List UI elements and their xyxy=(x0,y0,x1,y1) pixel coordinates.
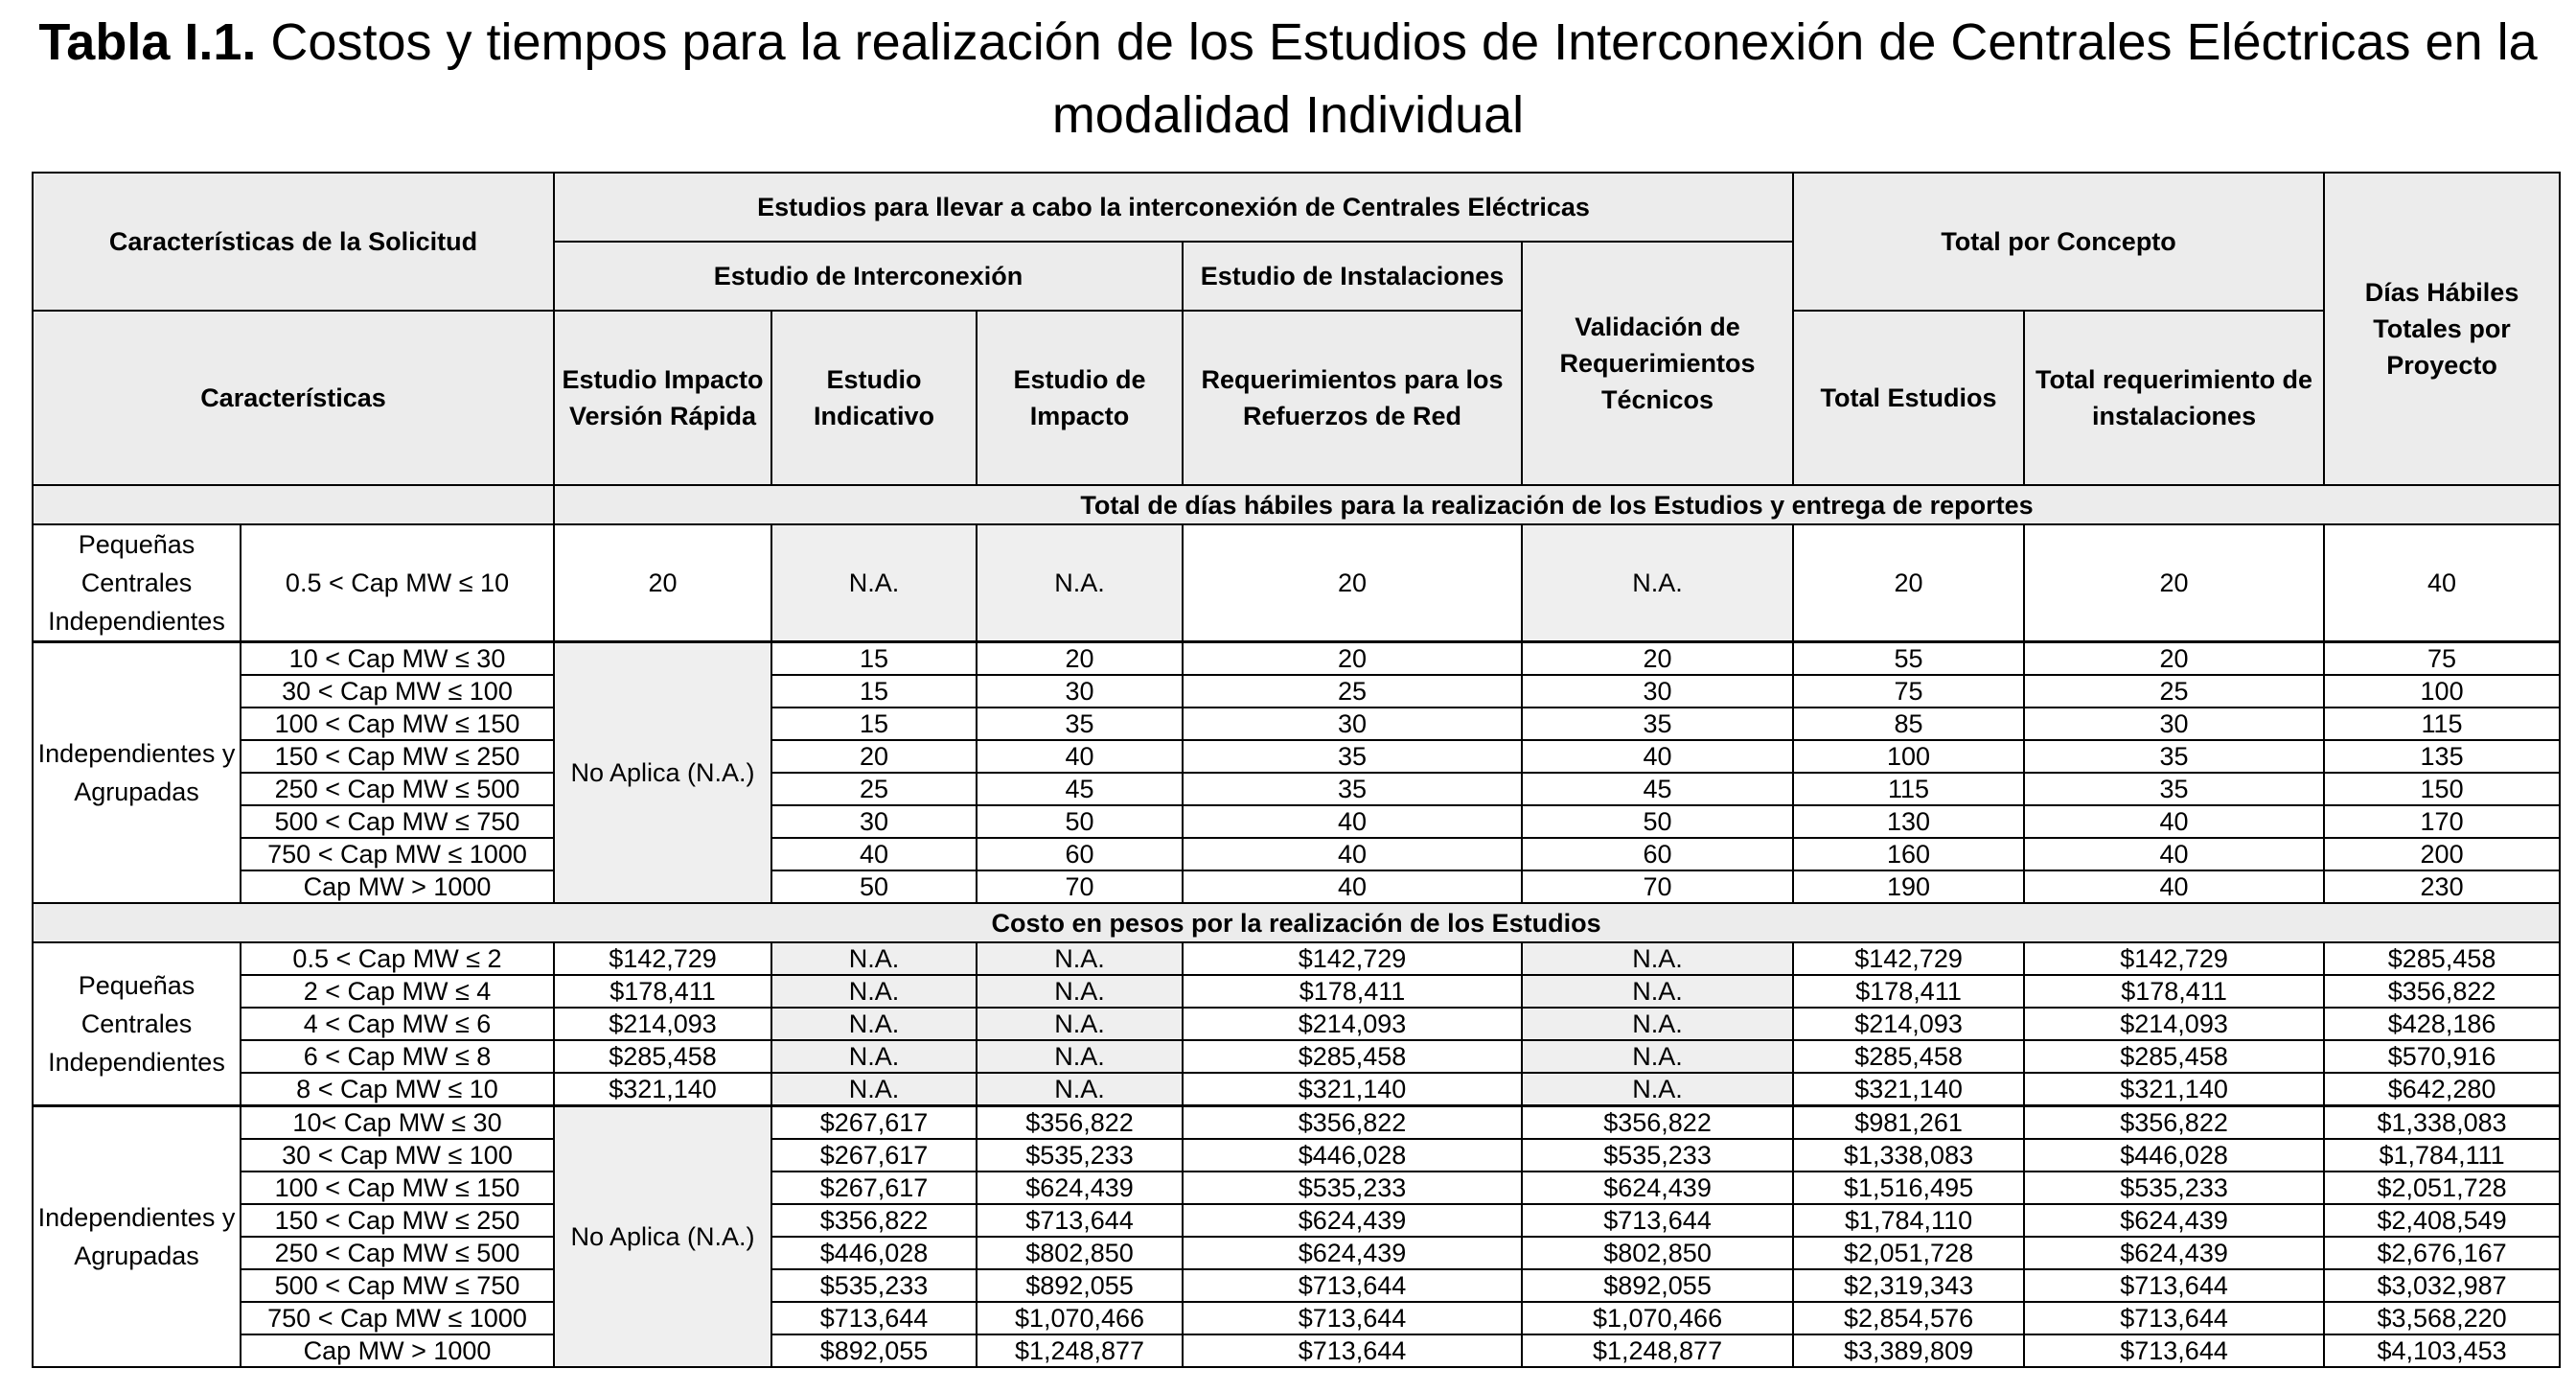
table-cell: $892,055 xyxy=(1522,1269,1793,1302)
table-cell: $214,093 xyxy=(554,1008,771,1040)
table-cell: N.A. xyxy=(977,524,1183,642)
table-row xyxy=(33,838,2560,870)
cap-range: 30 < Cap MW ≤ 100 xyxy=(241,675,554,708)
cap-range: 250 < Cap MW ≤ 500 xyxy=(241,773,554,805)
table-cell: $1,248,877 xyxy=(1522,1334,1793,1367)
header-total-req-inst: Total requerimiento de instalaciones xyxy=(2024,311,2324,485)
table-cell: 35 xyxy=(1183,773,1522,805)
table-cell: 45 xyxy=(977,773,1183,805)
cap-range: 6 < Cap MW ≤ 8 xyxy=(241,1040,554,1073)
table-cell: $713,644 xyxy=(1522,1204,1793,1237)
header-estudio-interconexion: Estudio de Interconexión xyxy=(554,242,1183,311)
table-cell: $356,822 xyxy=(771,1204,977,1237)
table-cell: $356,822 xyxy=(977,1106,1183,1140)
table-cell: $142,729 xyxy=(2024,942,2324,975)
table-cell: $142,729 xyxy=(1793,942,2024,975)
table-cell: $624,439 xyxy=(1183,1237,1522,1269)
table-row xyxy=(33,1204,2560,1237)
table-cell: $713,644 xyxy=(1183,1302,1522,1334)
header-validacion: Validación de Requerimientos Técnicos xyxy=(1522,242,1793,485)
table-cell: $624,439 xyxy=(2024,1204,2324,1237)
table-cell: 35 xyxy=(1522,708,1793,740)
table-cell: 45 xyxy=(1522,773,1793,805)
cap-range: 8 < Cap MW ≤ 10 xyxy=(241,1073,554,1106)
table-cell: $713,644 xyxy=(2024,1334,2324,1367)
group-independientes-dias: Independientes y Agrupadas xyxy=(33,642,241,904)
table-cell: N.A. xyxy=(977,942,1183,975)
table-cell: N.A. xyxy=(1522,524,1793,642)
table-cell: N.A. xyxy=(1522,975,1793,1008)
table-cell: 35 xyxy=(977,708,1183,740)
table-row xyxy=(33,1334,2560,1367)
header-caracteristicas: Características xyxy=(33,311,554,485)
table-cell: 130 xyxy=(1793,805,2024,838)
cap-range: 0.5 < Cap MW ≤ 10 xyxy=(241,524,554,642)
table-cell: $1,784,111 xyxy=(2324,1139,2560,1172)
table-cell: $356,822 xyxy=(2024,1106,2324,1140)
table-cell: $1,338,083 xyxy=(1793,1139,2024,1172)
table-cell: 135 xyxy=(2324,740,2560,773)
table-row xyxy=(33,1237,2560,1269)
table-row xyxy=(33,740,2560,773)
table-cell: 230 xyxy=(2324,870,2560,903)
table-cell: 55 xyxy=(1793,642,2024,676)
table-cell: 15 xyxy=(771,642,977,676)
table-cell: $214,093 xyxy=(1793,1008,2024,1040)
table-cell: $1,248,877 xyxy=(977,1334,1183,1367)
cap-range: Cap MW > 1000 xyxy=(241,870,554,903)
table-cell: N.A. xyxy=(977,1073,1183,1106)
table-cell: $642,280 xyxy=(2324,1073,2560,1106)
table-row xyxy=(33,1269,2560,1302)
table-cell: 30 xyxy=(1522,675,1793,708)
band-costo: Costo en pesos por la realización de los Estudios xyxy=(33,903,2560,942)
table-cell: $713,644 xyxy=(771,1302,977,1334)
table-cell: 190 xyxy=(1793,870,2024,903)
table-cell: $802,850 xyxy=(977,1237,1183,1269)
table-cell: $2,408,549 xyxy=(2324,1204,2560,1237)
table-cell: 30 xyxy=(771,805,977,838)
header-indicativo: Estudio Indicativo xyxy=(771,311,977,485)
table-row xyxy=(33,1040,2560,1073)
table-cell: 20 xyxy=(2024,642,2324,676)
cap-range: 4 < Cap MW ≤ 6 xyxy=(241,1008,554,1040)
table-row xyxy=(33,1106,2560,1140)
header-refuerzos: Requerimientos para los Refuerzos de Red xyxy=(1183,311,1522,485)
group-independientes-costo: Independientes y Agrupadas xyxy=(33,1106,241,1368)
band-spacer xyxy=(33,485,554,524)
table-row xyxy=(33,708,2560,740)
table-cell: $713,644 xyxy=(1183,1269,1522,1302)
table-row xyxy=(33,942,2560,975)
table-cell: 150 xyxy=(2324,773,2560,805)
costs-table xyxy=(32,172,2561,1368)
header-estudios-para: Estudios para llevar a cabo la interconexión de Centrales Eléctricas xyxy=(554,173,1793,242)
table-cell: N.A. xyxy=(977,1040,1183,1073)
cap-range: 100 < Cap MW ≤ 150 xyxy=(241,708,554,740)
header-total-por-concepto: Total por Concepto xyxy=(1793,173,2324,311)
table-cell: 15 xyxy=(771,675,977,708)
no-aplica-costo: No Aplica (N.A.) xyxy=(554,1106,771,1368)
table-cell: $713,644 xyxy=(1183,1334,1522,1367)
table-cell: $535,233 xyxy=(2024,1172,2324,1204)
table-cell: 30 xyxy=(2024,708,2324,740)
table-cell: 40 xyxy=(2024,870,2324,903)
table-cell: $1,516,495 xyxy=(1793,1172,2024,1204)
table-cell: 75 xyxy=(2324,642,2560,676)
table-cell: 20 xyxy=(771,740,977,773)
table-cell: $713,644 xyxy=(2024,1302,2324,1334)
cap-range: 500 < Cap MW ≤ 750 xyxy=(241,1269,554,1302)
table-row xyxy=(33,975,2560,1008)
table-cell: N.A. xyxy=(771,1040,977,1073)
table-cell: N.A. xyxy=(1522,1008,1793,1040)
table-cell: $713,644 xyxy=(2024,1269,2324,1302)
table-cell: 40 xyxy=(1183,805,1522,838)
table-cell: $713,644 xyxy=(977,1204,1183,1237)
table-cell: $321,140 xyxy=(2024,1073,2324,1106)
table-cell: 20 xyxy=(1793,524,2024,642)
band-dias-habiles: Total de días hábiles para la realización de los Estudios y entrega de reportes xyxy=(554,485,2560,524)
table-row xyxy=(33,1172,2560,1204)
table-cell: $446,028 xyxy=(771,1237,977,1269)
no-aplica-dias: No Aplica (N.A.) xyxy=(554,642,771,904)
table-cell: 50 xyxy=(1522,805,1793,838)
table-cell: $356,822 xyxy=(1183,1106,1522,1140)
table-cell: 35 xyxy=(2024,773,2324,805)
table-cell: N.A. xyxy=(771,942,977,975)
table-row xyxy=(33,1008,2560,1040)
table-caption xyxy=(0,6,2576,151)
table-cell: N.A. xyxy=(977,975,1183,1008)
table-cell: $446,028 xyxy=(1183,1139,1522,1172)
table-cell: 85 xyxy=(1793,708,2024,740)
table-cell: 25 xyxy=(1183,675,1522,708)
table-cell: $285,458 xyxy=(554,1040,771,1073)
table-cell: 35 xyxy=(1183,740,1522,773)
table-row xyxy=(33,1139,2560,1172)
table-cell: $321,140 xyxy=(1793,1073,2024,1106)
table-cell: 60 xyxy=(1522,838,1793,870)
table-cell: $1,338,083 xyxy=(2324,1106,2560,1140)
table-cell: 25 xyxy=(2024,675,2324,708)
table-row xyxy=(33,773,2560,805)
table-cell: $2,051,728 xyxy=(2324,1172,2560,1204)
table-cell: $142,729 xyxy=(1183,942,1522,975)
table-cell: N.A. xyxy=(771,1073,977,1106)
cap-range: 0.5 < Cap MW ≤ 2 xyxy=(241,942,554,975)
table-cell: $356,822 xyxy=(1522,1106,1793,1140)
table-cell: $2,051,728 xyxy=(1793,1237,2024,1269)
table-cell: N.A. xyxy=(977,1008,1183,1040)
table-cell: 40 xyxy=(2024,838,2324,870)
table-cell: $2,676,167 xyxy=(2324,1237,2560,1269)
header-impacto: Estudio de Impacto xyxy=(977,311,1183,485)
table-cell: $267,617 xyxy=(771,1106,977,1140)
table-cell: $178,411 xyxy=(554,975,771,1008)
cap-range: 10 < Cap MW ≤ 30 xyxy=(241,642,554,676)
table-cell: 70 xyxy=(1522,870,1793,903)
cap-range: 30 < Cap MW ≤ 100 xyxy=(241,1139,554,1172)
table-cell: N.A. xyxy=(1522,942,1793,975)
header-estudio-instalaciones: Estudio de Instalaciones xyxy=(1183,242,1522,311)
table-cell: $446,028 xyxy=(2024,1139,2324,1172)
table-cell: 40 xyxy=(1183,838,1522,870)
table-cell: $535,233 xyxy=(977,1139,1183,1172)
table-cell: $356,822 xyxy=(2324,975,2560,1008)
table-cell: $535,233 xyxy=(1183,1172,1522,1204)
table-cell: $142,729 xyxy=(554,942,771,975)
table-cell: $535,233 xyxy=(1522,1139,1793,1172)
header-total-estudios: Total Estudios xyxy=(1793,311,2024,485)
cap-range: Cap MW > 1000 xyxy=(241,1334,554,1367)
table-row xyxy=(33,1073,2560,1106)
table-cell: $321,140 xyxy=(554,1073,771,1106)
caption-text: Costos y tiempos para la realización de los Estudios de Interconexión de Centrales Eléctricas en la modalidad Individual xyxy=(256,13,2538,144)
table-cell: $178,411 xyxy=(2024,975,2324,1008)
table-cell: 40 xyxy=(977,740,1183,773)
header-impacto-rapida: Estudio Impacto Versión Rápida xyxy=(554,311,771,485)
table-cell: $267,617 xyxy=(771,1139,977,1172)
table-cell: 60 xyxy=(977,838,1183,870)
table-cell: $624,439 xyxy=(977,1172,1183,1204)
cap-range: 750 < Cap MW ≤ 1000 xyxy=(241,1302,554,1334)
table-cell: N.A. xyxy=(771,524,977,642)
table-cell: $892,055 xyxy=(771,1334,977,1367)
table-cell: $214,093 xyxy=(2024,1008,2324,1040)
table-cell: 40 xyxy=(2324,524,2560,642)
table-cell: $2,319,343 xyxy=(1793,1269,2024,1302)
table-cell: $624,439 xyxy=(1522,1172,1793,1204)
table-cell: $535,233 xyxy=(771,1269,977,1302)
table-cell: $267,617 xyxy=(771,1172,977,1204)
table-cell: $570,916 xyxy=(2324,1040,2560,1073)
table-cell: $178,411 xyxy=(1183,975,1522,1008)
table-cell: 200 xyxy=(2324,838,2560,870)
table-cell: $321,140 xyxy=(1183,1073,1522,1106)
table-cell: N.A. xyxy=(1522,1073,1793,1106)
table-cell: 30 xyxy=(1183,708,1522,740)
table-row xyxy=(33,524,2560,642)
table-cell: 115 xyxy=(2324,708,2560,740)
table-cell: N.A. xyxy=(771,1008,977,1040)
table-cell: 40 xyxy=(2024,805,2324,838)
cap-range: 500 < Cap MW ≤ 750 xyxy=(241,805,554,838)
table-cell: $624,439 xyxy=(1183,1204,1522,1237)
table-row xyxy=(33,870,2560,903)
table-cell: 30 xyxy=(977,675,1183,708)
table-cell: $428,186 xyxy=(2324,1008,2560,1040)
table-cell: $3,568,220 xyxy=(2324,1302,2560,1334)
table-cell: $285,458 xyxy=(2024,1040,2324,1073)
table-cell: $1,784,110 xyxy=(1793,1204,2024,1237)
table-cell: 20 xyxy=(1183,524,1522,642)
table-row xyxy=(33,1302,2560,1334)
table-cell: 20 xyxy=(554,524,771,642)
table-row xyxy=(33,805,2560,838)
table-row xyxy=(33,675,2560,708)
cap-range: 2 < Cap MW ≤ 4 xyxy=(241,975,554,1008)
table-cell: 100 xyxy=(1793,740,2024,773)
cap-range: 10< Cap MW ≤ 30 xyxy=(241,1106,554,1140)
table-cell: $2,854,576 xyxy=(1793,1302,2024,1334)
table-cell: $624,439 xyxy=(2024,1237,2324,1269)
table-cell: 20 xyxy=(1522,642,1793,676)
table-cell: $285,458 xyxy=(2324,942,2560,975)
table-cell: 15 xyxy=(771,708,977,740)
table-cell: $178,411 xyxy=(1793,975,2024,1008)
table-cell: $4,103,453 xyxy=(2324,1334,2560,1367)
header-dias-habiles-totales: Días Hábiles Totales por Proyecto xyxy=(2324,173,2560,485)
table-cell: 40 xyxy=(1183,870,1522,903)
table-cell: $3,032,987 xyxy=(2324,1269,2560,1302)
table-cell: 50 xyxy=(771,870,977,903)
table-row xyxy=(33,642,2560,676)
table-cell: $285,458 xyxy=(1793,1040,2024,1073)
table-cell: $3,389,809 xyxy=(1793,1334,2024,1367)
table-cell: 75 xyxy=(1793,675,2024,708)
table-cell: 70 xyxy=(977,870,1183,903)
table-cell: 100 xyxy=(2324,675,2560,708)
header-caracteristicas-solicitud: Características de la Solicitud xyxy=(33,173,554,311)
cap-range: 150 < Cap MW ≤ 250 xyxy=(241,740,554,773)
table-cell: N.A. xyxy=(1522,1040,1793,1073)
table-cell: $802,850 xyxy=(1522,1237,1793,1269)
table-cell: 20 xyxy=(1183,642,1522,676)
table-cell: $285,458 xyxy=(1183,1040,1522,1073)
table-cell: $1,070,466 xyxy=(1522,1302,1793,1334)
table-cell: $892,055 xyxy=(977,1269,1183,1302)
table-cell: $214,093 xyxy=(1183,1008,1522,1040)
cap-range: 100 < Cap MW ≤ 150 xyxy=(241,1172,554,1204)
group-pequenas-costo: Pequeñas Centrales Independientes xyxy=(33,942,241,1106)
table-cell: 40 xyxy=(771,838,977,870)
group-pequenas-dias: Pequeñas Centrales Independientes xyxy=(33,524,241,642)
table-cell: $981,261 xyxy=(1793,1106,2024,1140)
table-cell: 20 xyxy=(977,642,1183,676)
table-cell: 40 xyxy=(1522,740,1793,773)
table-cell: N.A. xyxy=(771,975,977,1008)
cap-range: 250 < Cap MW ≤ 500 xyxy=(241,1237,554,1269)
table-cell: $1,070,466 xyxy=(977,1302,1183,1334)
cap-range: 750 < Cap MW ≤ 1000 xyxy=(241,838,554,870)
cap-range: 150 < Cap MW ≤ 250 xyxy=(241,1204,554,1237)
table-cell: 25 xyxy=(771,773,977,805)
table-cell: 160 xyxy=(1793,838,2024,870)
table-cell: 20 xyxy=(2024,524,2324,642)
table-cell: 50 xyxy=(977,805,1183,838)
caption-label: Tabla I.1. xyxy=(38,13,257,71)
table-cell: 35 xyxy=(2024,740,2324,773)
table-cell: 115 xyxy=(1793,773,2024,805)
table-cell: 170 xyxy=(2324,805,2560,838)
